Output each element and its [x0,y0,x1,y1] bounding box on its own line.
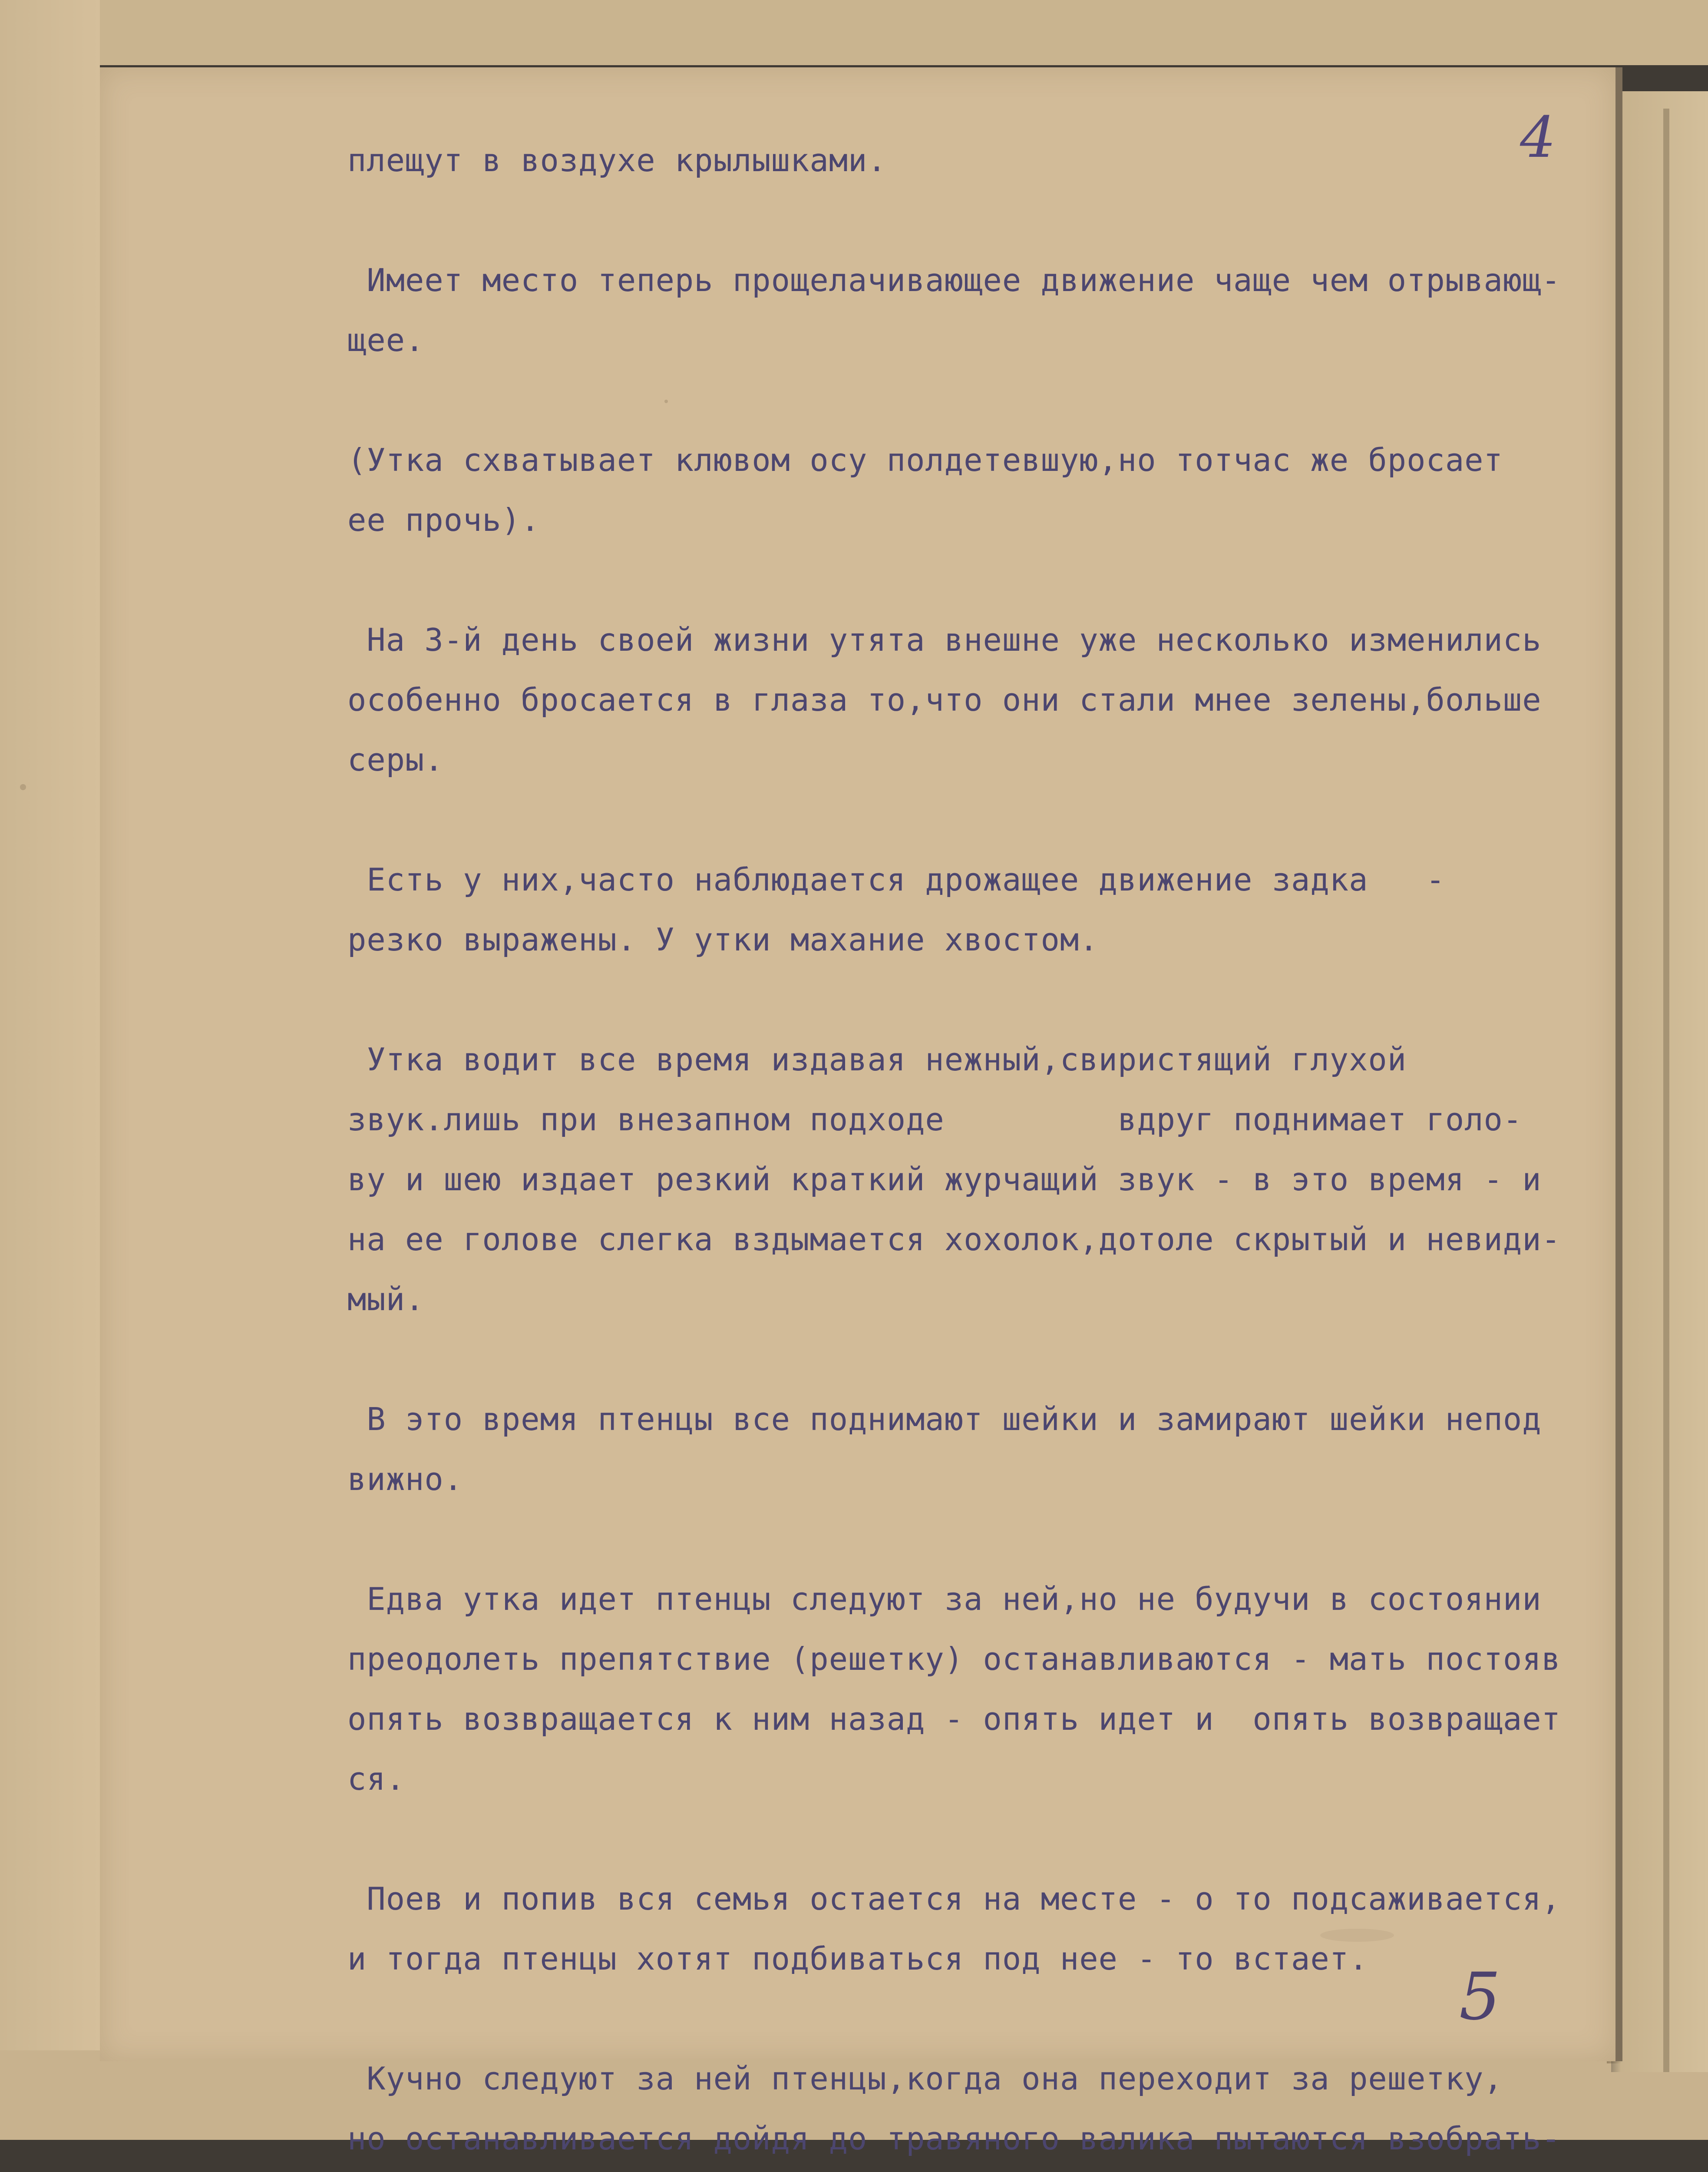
underlying-page-edge [1611,91,1708,2072]
scan-background-left [0,0,100,2140]
page-number: 4 [1520,104,1556,170]
paper-fold-line [1663,109,1669,2072]
typewritten-text: плещут в воздухе крылышками. Имеет место теперь прощелачивающее движение чаще чем отрывающ- щее. (Утка схватывает клювом осу полдетевшую,но тотчас же бросает ее прочь). На 3-й день своей жизни утята внешне уже несколько изменились особенно бросается в глаза то,что они стали мнее зелены,больше серы. Есть у них,часто наблюдается дрожащее движение задка - резко выражены. У утки махание хвостом. Утка водит все время издавая нежный,свиристящий глухой звук.лишь при внезапном подходе вдруг поднимает голо- ву и шею издает резкий краткий журчащий звук - в это время - и на ее голове слегка вздымается хохолок,дотоле скрытый и невиди- мый. В это время птенцы все поднимают шейки и замирают шейки непод вижно. Едва утка идет птенцы следуют за ней,но не будучи в состоянии преодолеть препятствие (решетку) останавливаются - мать постояв опять возвращается к ним назад - опять идет и опять возвращает ся. Поев и попив вся семья остается на месте - о то подсаживается, и тогда птенцы хотят подбиваться под нее - то встает. Кучно следуют за ней птенцы,когда она переходит за решетку, но останавливается дойдя до травяного валика пытаются взобрать- [347,142,1561,2157]
bottom-page-number: 5 [1459,1959,1501,2035]
scan-background-top [0,0,1708,65]
paper-spot [20,784,26,790]
